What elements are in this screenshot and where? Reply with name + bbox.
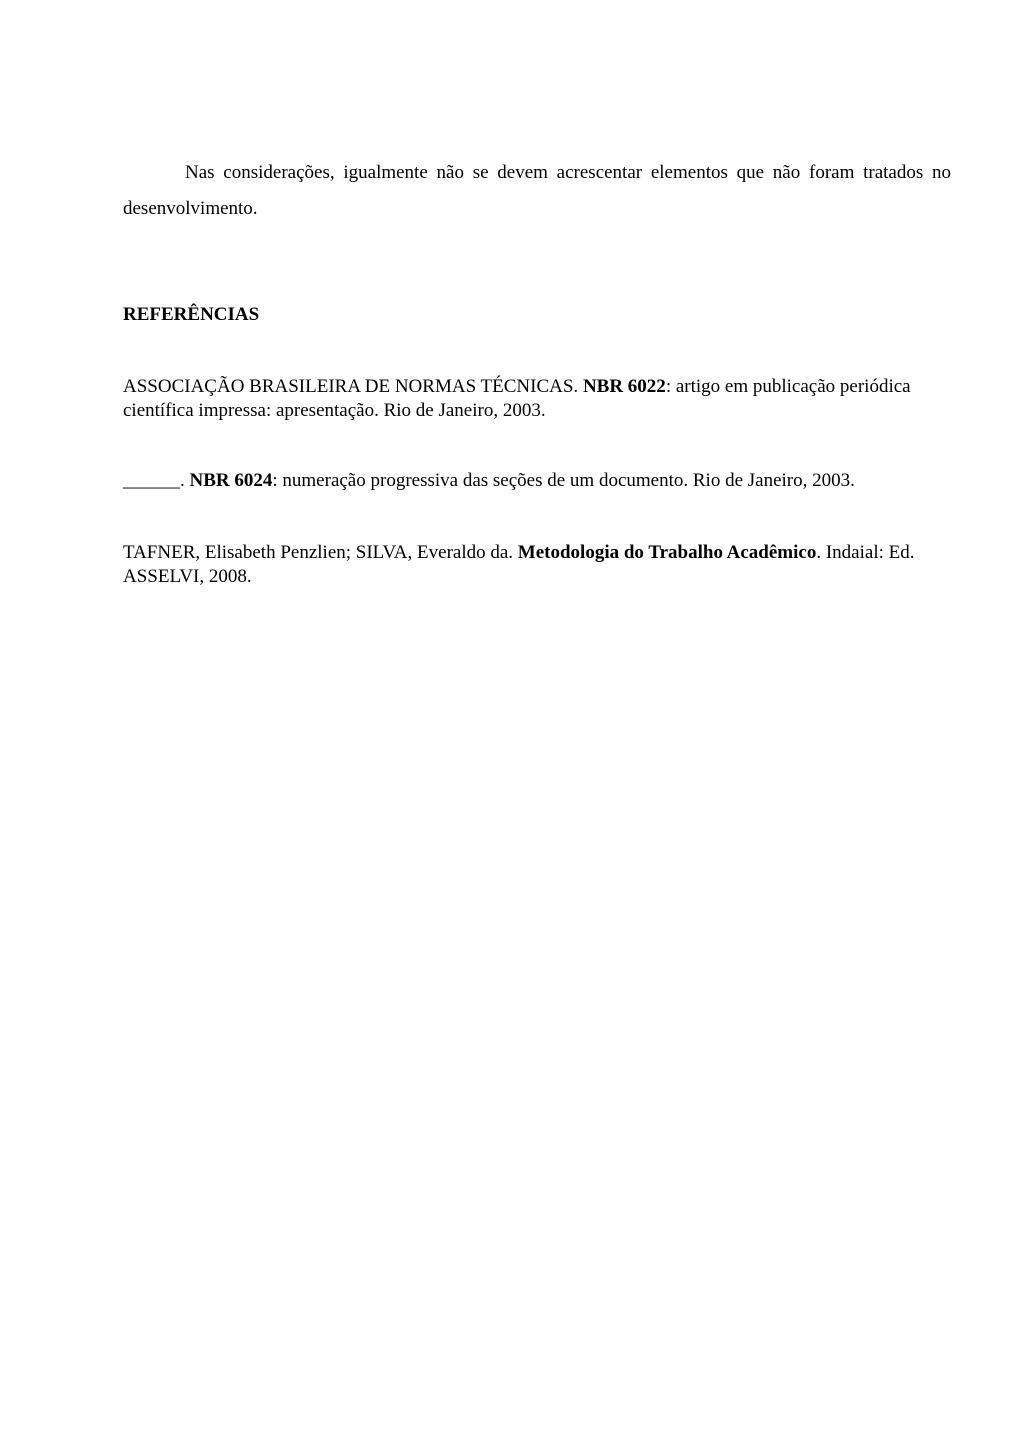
reference-title: NBR 6024 <box>189 470 273 491</box>
reference-details: : artigo em publicação periódica científica impressa: apresentação. Rio de Janeiro, 2003. <box>123 376 911 421</box>
body-paragraph: Nas considerações, igualmente não se devem acrescentar elementos que não foram tratados no desenvolvimento. <box>123 162 951 219</box>
reference-author: TAFNER, Elisabeth Penzlien; SILVA, Everaldo da. <box>123 542 518 563</box>
reference-author: ASSOCIAÇÃO BRASILEIRA DE NORMAS TÉCNICAS. <box>123 376 583 397</box>
reference-item <box>123 375 951 423</box>
references-heading: REFERÊNCIAS <box>123 304 260 325</box>
reference-details: . Indaial: Ed. ASSELVI, 2008. <box>123 542 915 587</box>
reference-item <box>123 541 951 589</box>
reference-item <box>123 469 951 493</box>
reference-details: : numeração progressiva das seções de um documento. Rio de Janeiro, 2003. <box>272 470 855 491</box>
reference-author: ______. <box>123 470 190 491</box>
reference-title: Metodologia do Trabalho Acadêmico <box>517 542 817 563</box>
reference-title: NBR 6022 <box>582 376 666 397</box>
